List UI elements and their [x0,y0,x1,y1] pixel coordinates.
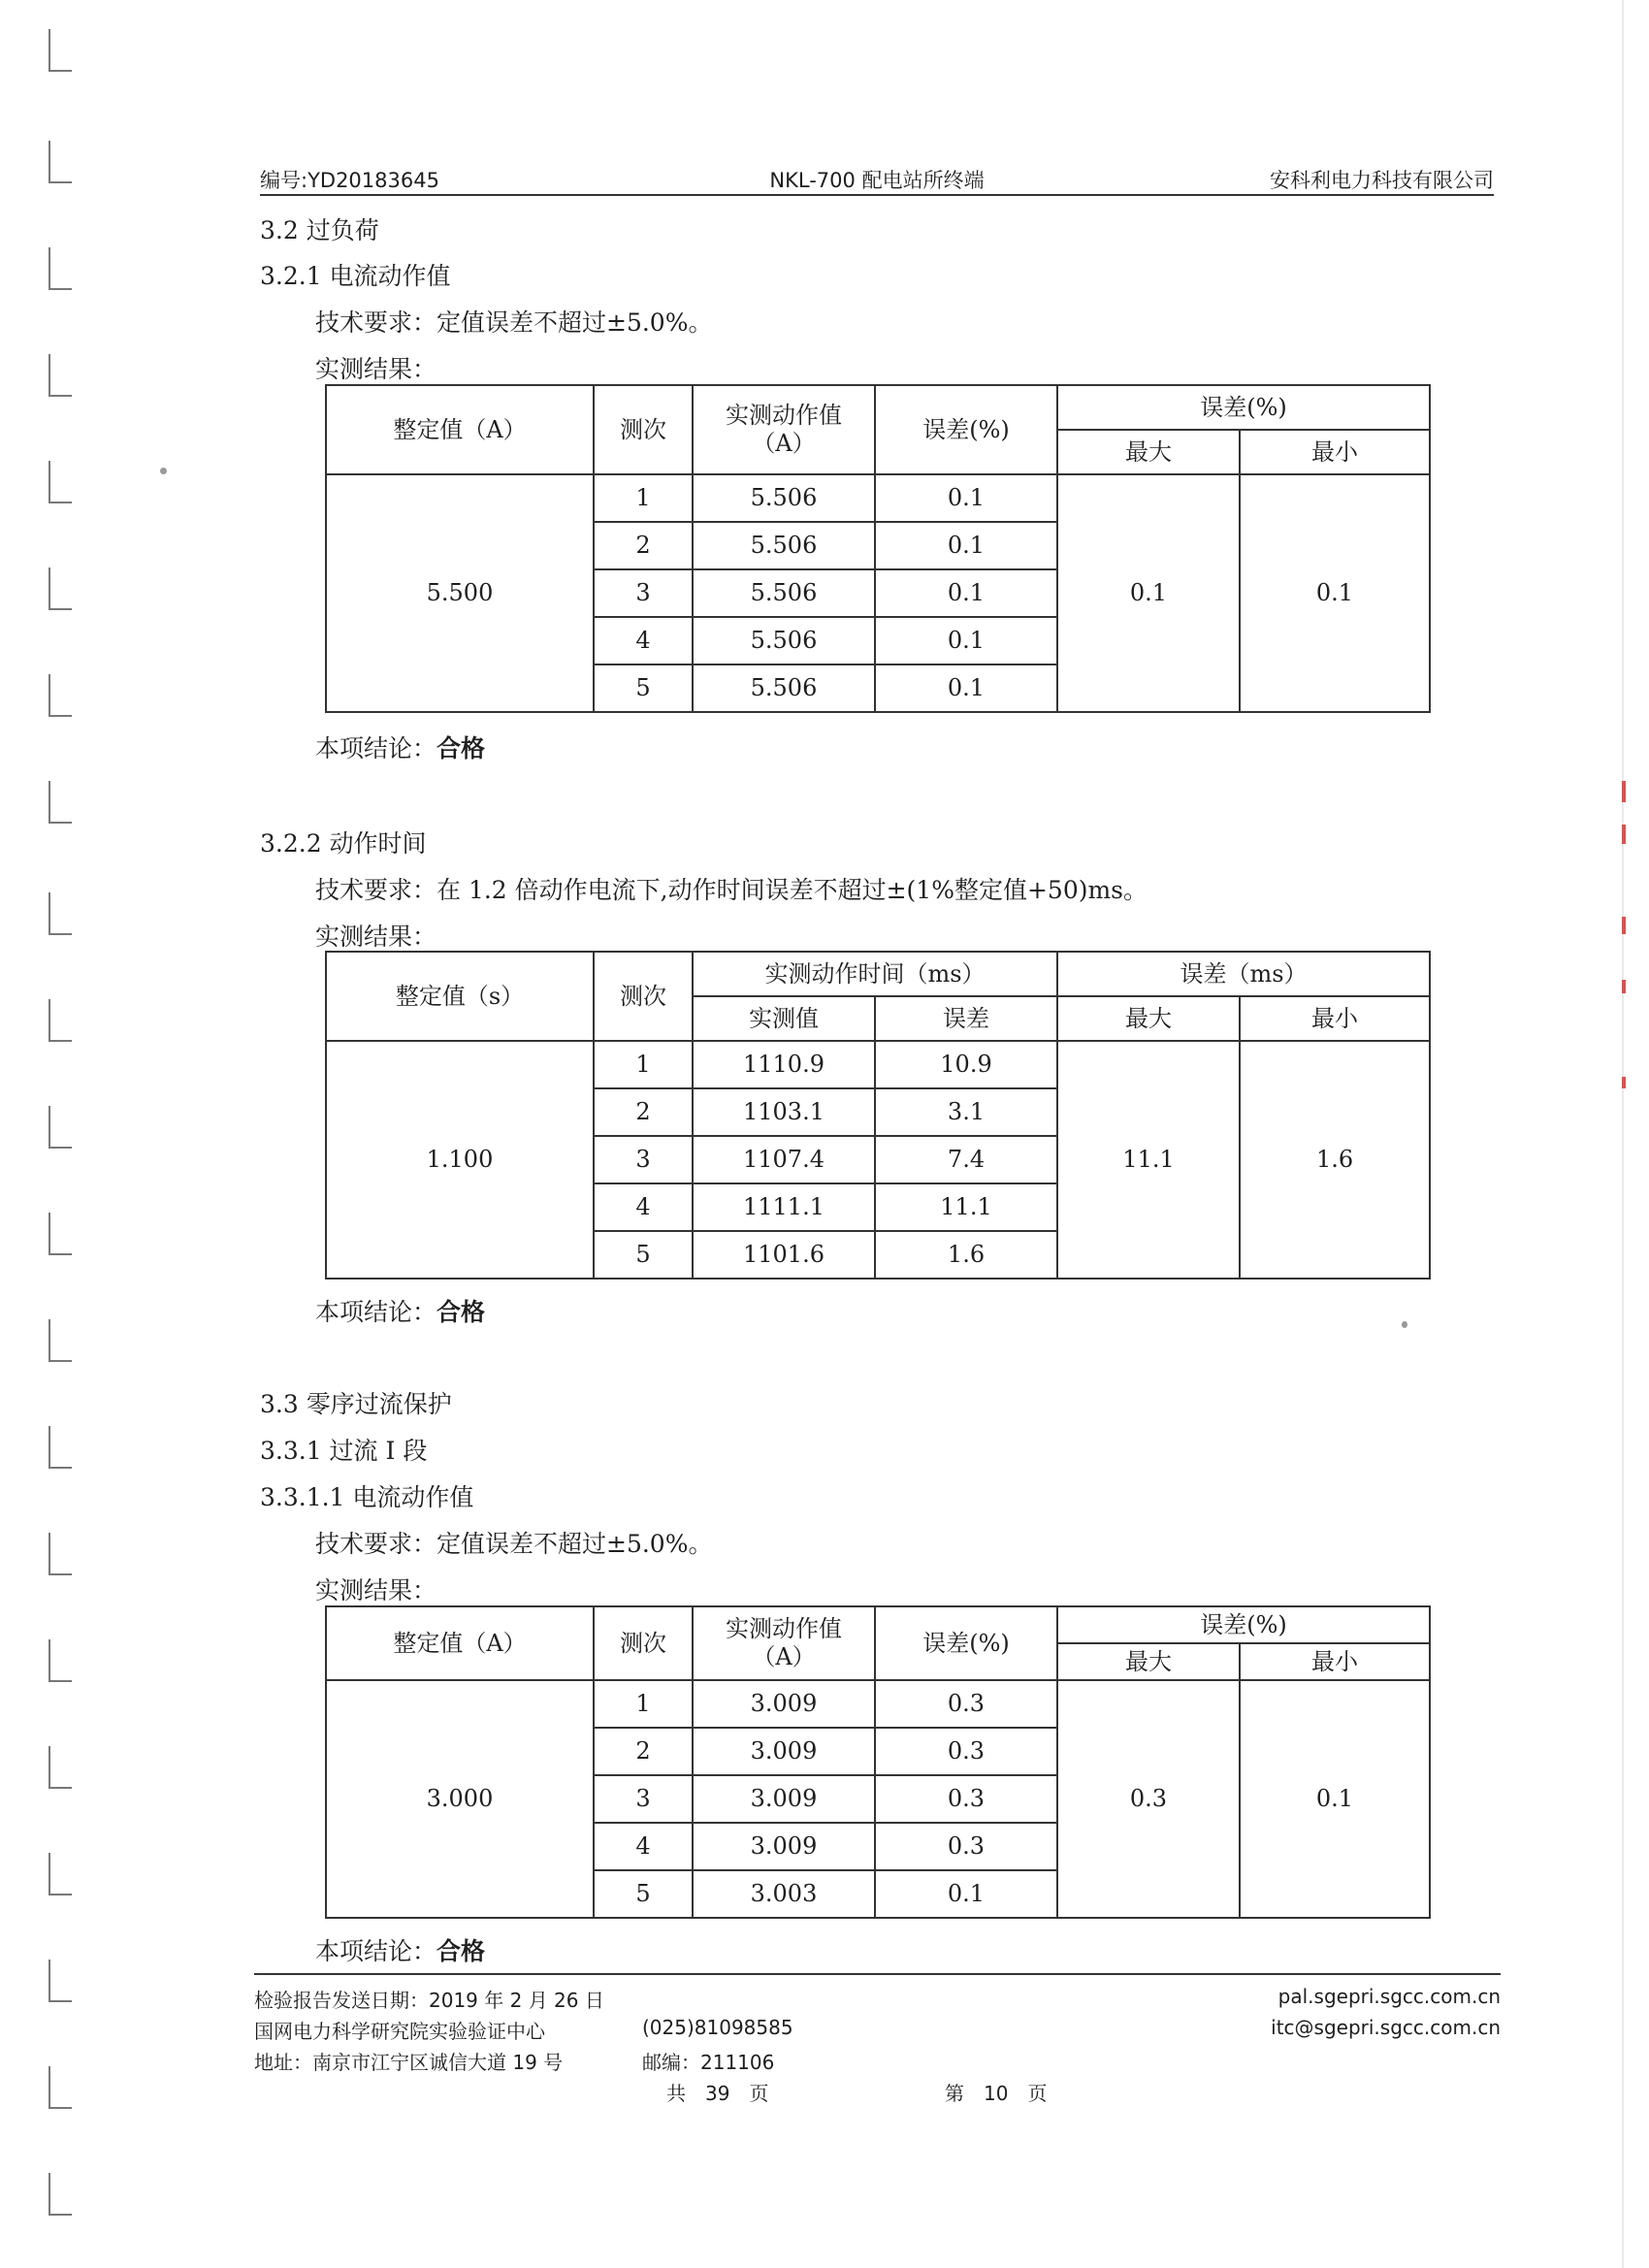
measured-value: 5.506 [693,569,875,617]
current-action-table [325,384,1431,713]
header-error: 误差(%) [875,1606,1057,1680]
trial-number: 2 [594,1728,693,1775]
measured-value: 5.506 [693,664,875,712]
result-label: 实测结果： [315,1576,437,1604]
error-value: 0.1 [875,1870,1057,1918]
error-value: 0.3 [875,1823,1057,1870]
header-measured-group: 实测动作时间（ms） [693,952,1057,996]
error-value: 0.3 [875,1728,1057,1775]
red-margin-mark [1622,980,1626,993]
header-trial: 测次 [594,385,693,474]
subsection-title: 3.2.1 电流动作值 [260,262,451,290]
conclusion [315,729,485,764]
measured-value: 1101.6 [693,1231,875,1279]
error-value: 0.1 [875,522,1057,569]
trial-number: 5 [594,1870,693,1918]
header-measured: 实测值 [693,996,875,1041]
measured-value: 1107.4 [693,1136,875,1183]
red-margin-mark [1622,1077,1626,1088]
measured-value: 3.003 [693,1870,875,1918]
red-margin-mark [1622,781,1626,802]
measured-value: 1103.1 [693,1088,875,1136]
trial-number: 1 [594,1680,693,1728]
error-value: 11.1 [875,1183,1057,1231]
header-measured [693,1606,875,1680]
measured-value: 1111.1 [693,1183,875,1231]
header-error: 误差(%) [875,385,1057,474]
error-value: 0.1 [875,474,1057,522]
error-value: 0.1 [875,569,1057,617]
postcode: 邮编：211106 [642,2051,775,2074]
error-value: 1.6 [875,1231,1057,1279]
setting-value: 1.100 [326,1041,594,1279]
measured-value: 1110.9 [693,1041,875,1088]
header-error: 误差 [875,996,1057,1041]
header-measured-label: 实测动作值 [726,1615,842,1643]
header-setting: 整定值（s） [326,952,594,1041]
zero-sequence-current-table [325,1605,1431,1919]
trial-number: 4 [594,1823,693,1870]
header-max: 最大 [1057,1643,1240,1680]
subsection-title: 3.3.1 过流 I 段 [260,1437,428,1465]
setting-value: 5.500 [326,474,594,712]
error-value: 0.1 [875,617,1057,664]
result-label: 实测结果： [315,923,437,951]
header-trial: 测次 [594,1606,693,1680]
result-label: 实测结果： [315,355,437,383]
header-error-group: 误差(%) [1057,1606,1430,1643]
error-value: 10.9 [875,1041,1057,1088]
section-title: 3.3 零序过流保护 [260,1390,452,1418]
send-date: 检验报告发送日期：2019 年 2 月 26 日 [254,1989,604,2012]
conclusion-value: 合格 [436,1937,486,1965]
conclusion [315,1932,485,1967]
organization: 国网电力科学研究院实验验证中心 [254,2020,545,2043]
trial-number: 5 [594,1231,693,1279]
red-margin-mark [1622,825,1626,844]
header-measured-label: 实测动作值 [726,402,842,430]
measured-value: 3.009 [693,1728,875,1775]
trial-number: 2 [594,522,693,569]
max-error: 0.3 [1057,1680,1240,1918]
header-measured-unit: （A） [752,430,816,457]
header-max: 最大 [1057,430,1240,474]
trial-number: 3 [594,569,693,617]
product-name: NKL-700 配电站所终端 [769,169,985,192]
error-value: 0.1 [875,664,1057,712]
subsection-title: 3.2.2 动作时间 [260,829,427,858]
header-setting: 整定值（A） [326,1606,594,1680]
header-min: 最小 [1240,1643,1430,1680]
measured-value: 3.009 [693,1775,875,1823]
binding-margin-marks [48,0,72,2268]
conclusion-label: 本项结论： [315,1298,437,1326]
table-row [326,1680,1430,1728]
error-value: 3.1 [875,1088,1057,1136]
trial-number: 2 [594,1088,693,1136]
header-measured-unit: （A） [752,1643,816,1670]
action-time-table [325,951,1431,1280]
phone-number: (025)81098585 [642,2016,793,2039]
header-trial: 测次 [594,952,693,1041]
email: itc@sgepri.sgcc.com.cn [1271,2016,1501,2039]
min-error: 0.1 [1240,1680,1430,1918]
trial-number: 3 [594,1136,693,1183]
scan-speck [160,468,167,474]
table-row [326,1041,1430,1088]
section-title: 3.2 过负荷 [260,216,379,244]
trial-number: 5 [594,664,693,712]
technical-requirement: 技术要求：在 1.2 倍动作电流下,动作时间误差不超过±(1%整定值+50)ms。 [315,876,1148,904]
setting-value: 3.000 [326,1680,594,1918]
red-margin-mark [1622,917,1626,934]
error-value: 0.3 [875,1775,1057,1823]
measured-value: 3.009 [693,1680,875,1728]
address: 地址：南京市江宁区诚信大道 19 号 [254,2051,564,2074]
header-error-group: 误差(%) [1057,385,1430,430]
header-measured [693,385,875,474]
error-value: 7.4 [875,1136,1057,1183]
conclusion-value: 合格 [436,734,486,762]
header-min: 最小 [1240,996,1430,1041]
max-error: 11.1 [1057,1041,1240,1279]
company-name: 安科利电力科技有限公司 [1270,169,1494,192]
header-max: 最大 [1057,996,1240,1041]
total-pages: 共 39 页 [666,2082,769,2105]
trial-number: 3 [594,1775,693,1823]
technical-requirement: 技术要求：定值误差不超过±5.0%。 [315,308,713,337]
max-error: 0.1 [1057,474,1240,712]
page-header [260,165,1494,196]
error-value: 0.3 [875,1680,1057,1728]
measured-value: 5.506 [693,617,875,664]
header-min: 最小 [1240,430,1430,474]
trial-number: 1 [594,474,693,522]
page-footer [254,1973,1501,2130]
subsection-title: 3.3.1.1 电流动作值 [260,1483,474,1511]
scan-edge [1622,0,1624,2268]
technical-requirement: 技术要求：定值误差不超过±5.0%。 [315,1530,713,1558]
page-number: 第 10 页 [945,2082,1048,2105]
trial-number: 4 [594,617,693,664]
min-error: 1.6 [1240,1041,1430,1279]
conclusion-label: 本项结论： [315,1937,437,1965]
report-number: 编号:YD20183645 [260,169,439,192]
measured-value: 5.506 [693,474,875,522]
measured-value: 5.506 [693,522,875,569]
website: pal.sgepri.sgcc.com.cn [1277,1985,1501,2008]
header-setting: 整定值（A） [326,385,594,474]
trial-number: 1 [594,1041,693,1088]
trial-number: 4 [594,1183,693,1231]
conclusion-label: 本项结论： [315,734,437,762]
header-error-group: 误差（ms） [1057,952,1430,996]
scan-speck [1402,1321,1407,1328]
conclusion [315,1293,485,1328]
conclusion-value: 合格 [436,1298,486,1326]
measured-value: 3.009 [693,1823,875,1870]
table-row [326,474,1430,522]
min-error: 0.1 [1240,474,1430,712]
